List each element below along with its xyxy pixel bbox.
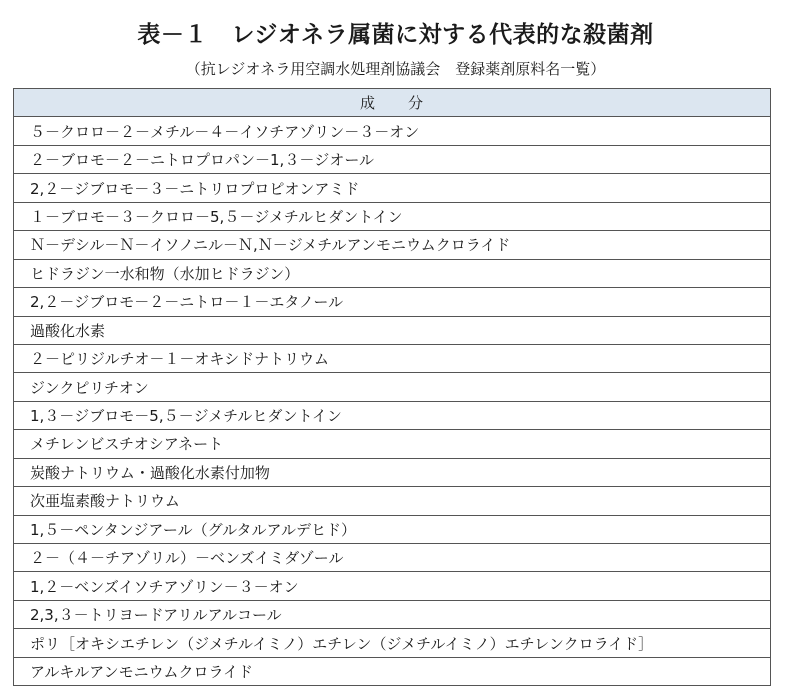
table-subtitle: （抗レジオネラ用空調水処理剤協議会 登録薬剤原料名一覧） bbox=[185, 60, 606, 78]
component-name-cell: メチレンビスチオシアネート bbox=[14, 430, 771, 458]
table-row bbox=[14, 202, 771, 230]
table-row bbox=[14, 430, 771, 458]
table-row bbox=[14, 174, 771, 202]
table-body bbox=[14, 117, 771, 686]
table-row bbox=[14, 458, 771, 486]
table-row bbox=[14, 487, 771, 515]
table-row bbox=[14, 600, 771, 628]
table-row bbox=[14, 316, 771, 344]
table-row bbox=[14, 629, 771, 657]
component-name-cell: アルキルアンモニウムクロライド bbox=[14, 657, 771, 685]
table-row bbox=[14, 117, 771, 145]
component-name-cell: ２－ピリジルチオ－１－オキシドナトリウム bbox=[14, 344, 771, 372]
header-row bbox=[14, 89, 771, 117]
component-name-cell: 2,２－ジブロモ－３－ニトリロプロピオンアミド bbox=[14, 174, 771, 202]
component-name-cell: Ｎ－デシル－Ｎ－イソノニル－Ｎ,Ｎ－ジメチルアンモニウムクロライド bbox=[14, 231, 771, 259]
table-row bbox=[14, 401, 771, 429]
component-name-cell: ヒドラジン一水和物（水加ヒドラジン） bbox=[14, 259, 771, 287]
table-row bbox=[14, 231, 771, 259]
table-row bbox=[14, 515, 771, 543]
table-row bbox=[14, 657, 771, 685]
component-name-cell: 2,3,３－トリヨードアリルアルコール bbox=[14, 600, 771, 628]
table-row bbox=[14, 344, 771, 372]
table-row bbox=[14, 288, 771, 316]
component-name-cell: １－ブロモ－３－クロロ－5,５－ジメチルヒダントイン bbox=[14, 202, 771, 230]
table-title: 表－１ レジオネラ属菌に対する代表的な殺菌剤 bbox=[137, 22, 654, 48]
component-name-cell: ５－クロロ－２－メチル－４－イソチアゾリン－３－オン bbox=[14, 117, 771, 145]
table-row bbox=[14, 373, 771, 401]
table-row bbox=[14, 259, 771, 287]
component-name-cell: 過酸化水素 bbox=[14, 316, 771, 344]
header-char: 分 bbox=[408, 94, 425, 113]
component-name-cell: 次亜塩素酸ナトリウム bbox=[14, 487, 771, 515]
table-row bbox=[14, 572, 771, 600]
component-name-cell: 炭酸ナトリウム・過酸化水素付加物 bbox=[14, 458, 771, 486]
disinfectant-table bbox=[13, 88, 771, 686]
component-name-cell: 1,５－ペンタンジアール（グルタルアルデヒド） bbox=[14, 515, 771, 543]
component-name-cell: ２－（４－チアゾリル）－ベンズイミダゾール bbox=[14, 544, 771, 572]
component-name-cell: ２－ブロモ－２－ニトロプロパン－1,３－ジオール bbox=[14, 145, 771, 173]
component-name-cell: 1,２－ベンズイソチアゾリン－３－オン bbox=[14, 572, 771, 600]
column-header-component bbox=[14, 89, 771, 117]
component-name-cell: 2,２－ジブロモ－２－ニトロ－１－エタノール bbox=[14, 288, 771, 316]
table-header bbox=[14, 89, 771, 117]
component-name-cell: ポリ［オキシエチレン（ジメチルイミノ）エチレン（ジメチルイミノ）エチレンクロライド］ bbox=[14, 629, 771, 657]
component-name-cell: ジンクピリチオン bbox=[14, 373, 771, 401]
component-name-cell: 1,３－ジブロモ－5,５－ジメチルヒダントイン bbox=[14, 401, 771, 429]
header-char: 成 bbox=[359, 94, 376, 113]
table-row bbox=[14, 544, 771, 572]
table-row bbox=[14, 145, 771, 173]
